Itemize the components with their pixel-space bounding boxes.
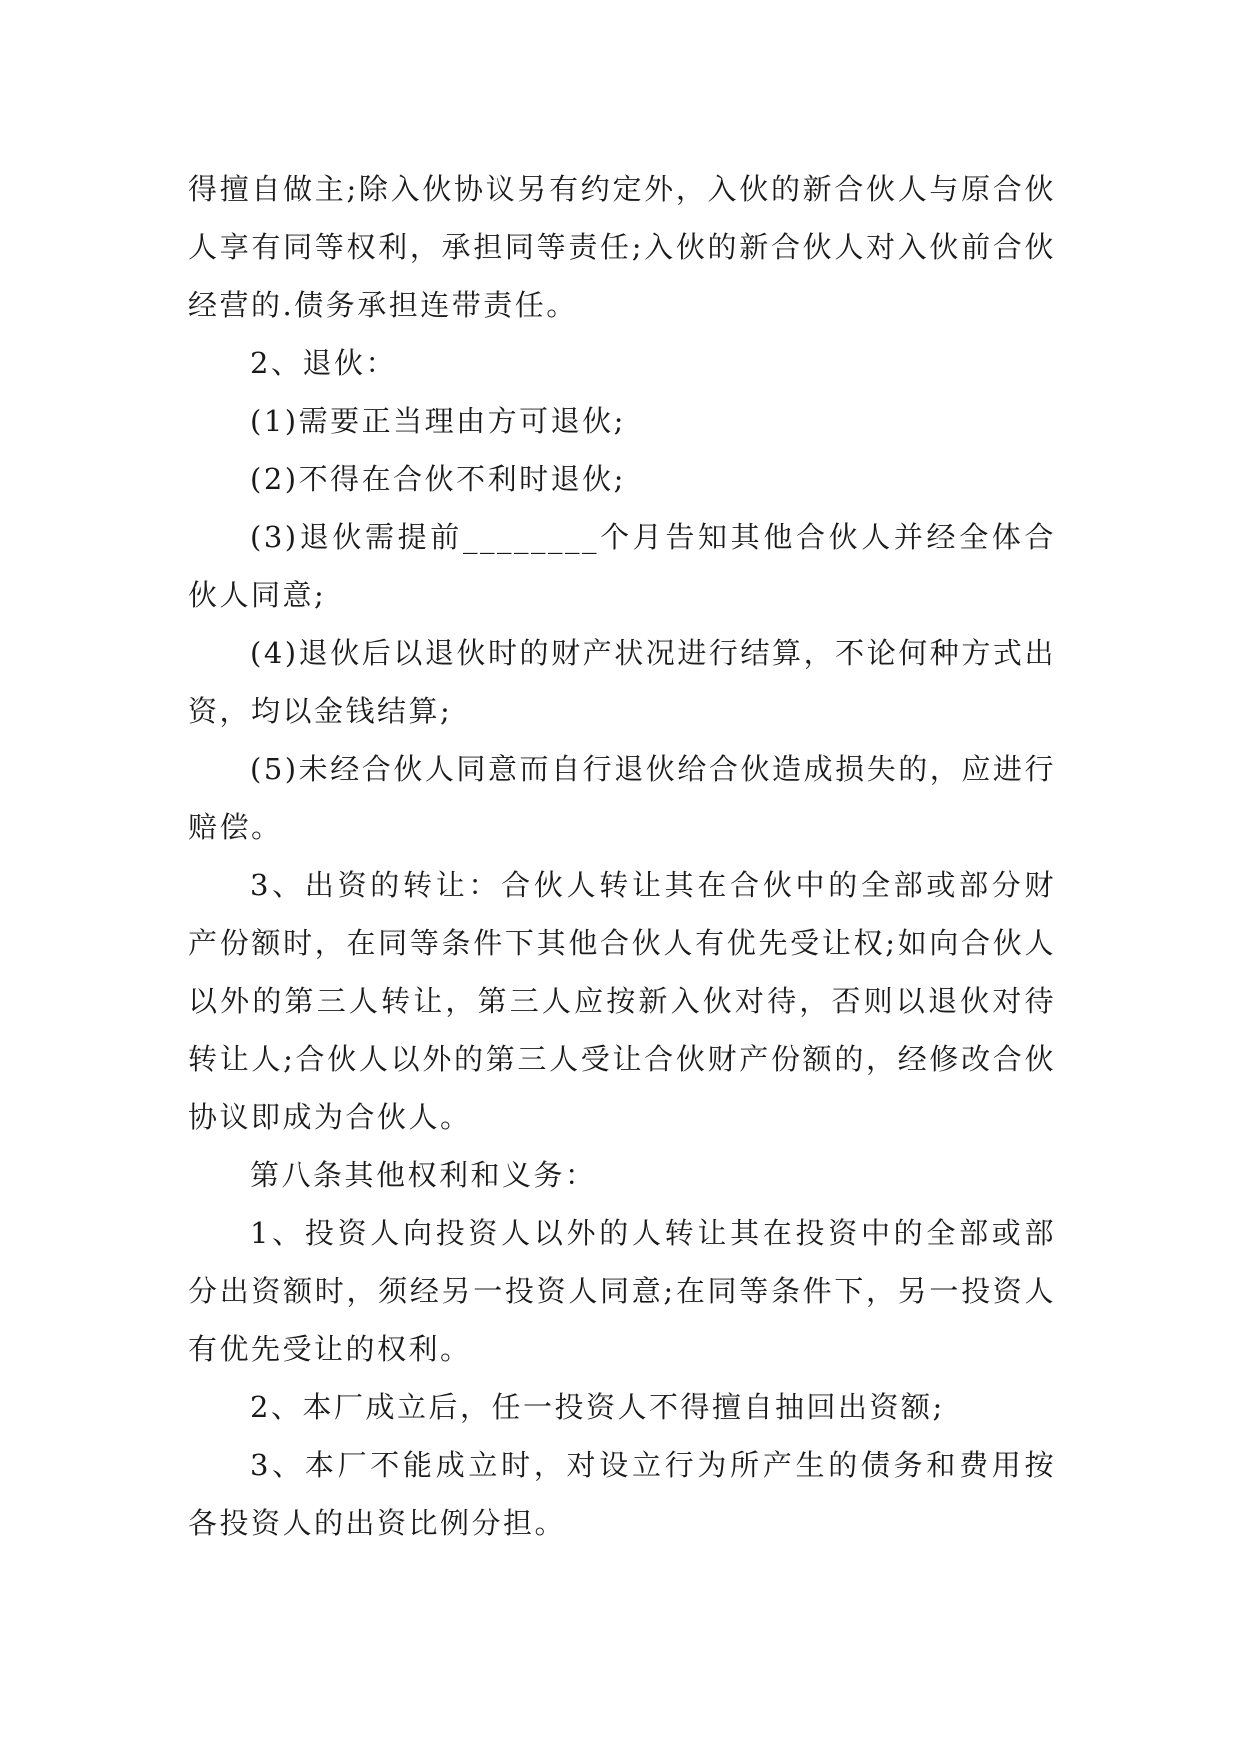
paragraph-article-8-item-1: 1、投资人向投资人以外的人转让其在投资中的全部或部分出资额时，须经另一投资人同意;在同等条件下，另一投资人有优先受让的权利。 — [188, 1216, 1056, 1366]
paragraph-withdraw-item-1: (1)需要正当理由方可退伙; — [250, 404, 626, 438]
paragraph-article-8-item-3: 3、本厂不能成立时，对设立行为所产生的债务和费用按各投资人的出资比例分担。 — [188, 1448, 1056, 1540]
paragraph-withdraw-item-4: (4)退伙后以退伙时的财产状况进行结算，不论何种方式出资，均以金钱结算; — [188, 636, 1056, 728]
paragraph-withdraw-item-2: (2)不得在合伙不利时退伙; — [250, 462, 626, 496]
notice-months-blank: ________ — [462, 520, 599, 554]
paragraph-withdraw-item-5: (5)未经合伙人同意而自行退伙给合伙造成损失的，应进行赔偿。 — [188, 752, 1056, 844]
document-body — [188, 160, 1056, 1552]
paragraph-withdraw-item-3 — [188, 508, 1056, 624]
paragraph-article-8-item-2: 2、本厂成立后，任一投资人不得擅自抽回出资额; — [250, 1390, 945, 1424]
paragraph-capital-transfer: 3、出资的转让：合伙人转让其在合伙中的全部或部分财产份额时，在同等条件下其他合伙人有优先受让权;如向合伙人以外的第三人转让，第三人应按新入伙对待，否则以退伙对待转让人;合伙人以外的第三人受让合伙财产份额的，经修改合伙协议即成为合伙人。 — [188, 868, 1056, 1134]
article-8-heading: 第八条其他权利和义务： — [250, 1158, 597, 1192]
paragraph-join-continuation: 得擅自做主;除入伙协议另有约定外，入伙的新合伙人与原合伙人享有同等权利，承担同等责任;入伙的新合伙人对入伙前合伙经营的.债务承担连带责任。 — [188, 172, 1056, 322]
withdraw-item-3-prefix: (3)退伙需提前 — [250, 520, 463, 554]
paragraph-withdraw-heading: 2、退伙： — [250, 346, 397, 380]
withdraw-item-3-suffix: 个月告知其他合伙人并经全体合伙人同意; — [188, 520, 1056, 612]
